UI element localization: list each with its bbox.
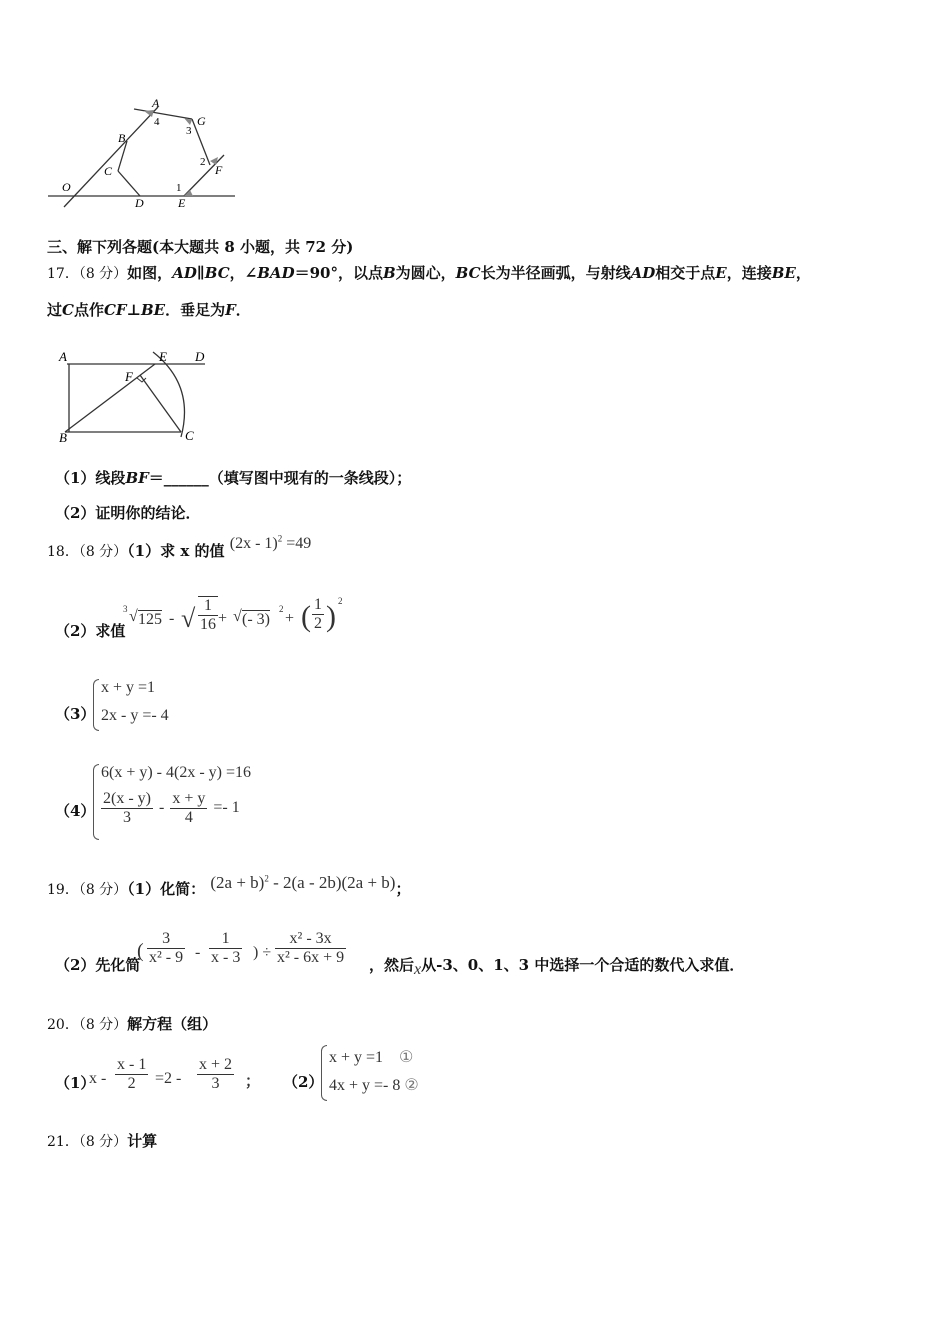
- fraction-1-16: $\frac{1}{16}$: [200, 597, 216, 633]
- system-brace: [93, 679, 99, 731]
- q19-part2-tail: ，然后x从-3、0、1、3 中选择一个合适的数代入求值．: [369, 956, 745, 978]
- q17-line2: 过C点作CF⊥BE．垂足为F．: [47, 301, 251, 319]
- label-C: C: [185, 428, 194, 443]
- label-B: B: [118, 131, 126, 145]
- q19-number: 19．（8 分）: [47, 882, 128, 898]
- geometry-figure-angles: [40, 95, 250, 215]
- label-2: 2: [200, 156, 206, 168]
- q17-part2: （2）证明你的结论．: [55, 504, 201, 522]
- label-B: B: [59, 430, 67, 445]
- q18-part3: （3） x + y =1 2x - y =- 4: [55, 675, 95, 735]
- q18-part4: （4） 6(x + y) - 4(2x - y) =16 $\frac{2(x - y)}{3}$ - $\frac{x + y}{4}$ =- 1: [55, 760, 95, 840]
- q18-part4-eq2: $\frac{2(x - y)}{3}$ - $\frac{x + y}{4}$ =- 1: [103, 790, 240, 826]
- q18-number: 18．（8 分）: [47, 544, 128, 560]
- segment-c-d: [118, 171, 140, 196]
- q17-part1: （1）线段BF＝______（填写图中现有的一条线段）；: [55, 469, 412, 487]
- ray-o-a: [64, 107, 158, 207]
- label-G: G: [197, 114, 206, 128]
- q18-expression: (2x - 1)$^2$ =49: [229, 533, 312, 552]
- label-O: O: [62, 180, 71, 194]
- label-E: E: [159, 349, 167, 364]
- system-brace: [321, 1045, 327, 1101]
- geometry-figure-rectangle-arc: [55, 345, 215, 450]
- q21-line1: 21．（8 分）计算: [47, 1132, 158, 1150]
- q19-line1: 19．（8 分）（1）化简： $(2a + b)^2 - 2(a - 2b)(2a + b)$；: [47, 873, 411, 898]
- q20-part2: （2） x + y =1 ① 4x + y =- 8 ②: [283, 1043, 323, 1103]
- q17-line1: 17．（8 分）如图，AD∥BC，∠BAD＝90°，以点B为圆心，BC长为半径画弧，与射线AD相交于点E，连接BE，: [47, 264, 811, 282]
- label-E: E: [178, 196, 186, 210]
- arc-c-e: [153, 352, 185, 437]
- label-A: A: [152, 96, 160, 110]
- fraction-1-2: $\frac{1}{2}$: [314, 596, 322, 632]
- q18-line1: 18．（8 分）（1）求 x 的值 (2x - 1)$^2$ =49: [47, 533, 312, 560]
- label-C: C: [104, 164, 113, 178]
- line-b-e: [65, 364, 155, 432]
- q19-part2: （2）先化简 ( $\frac{3}{\text{x² - 9}}$ - $\frac{1}{x - 3}$ ) ÷ $\frac{\text{x² - 3x}}{\text{x² - 6x + 9}}$ ，然后x从-3、0、1、3 中选择一个合适的数代入求值．: [55, 930, 745, 978]
- section-title: 三、解下列各题(本大题共 8 小题，共 72 分): [47, 238, 354, 256]
- q20-part1: （1） x - $\frac{x - 1}{2}$ =2 - $\frac{x + 2}{3}$ ；: [55, 1056, 261, 1092]
- label-1: 1: [176, 182, 182, 194]
- q19-expression: $(2a + b)^2 - 2(a - 2b)(2a + b)$: [210, 873, 396, 892]
- label-D: D: [195, 349, 205, 364]
- q18-part2: （2）求值 3 √ 125 - √ $\frac{1}{16}$ + √ (- 3) 2 + ( $\frac{1}{2}$ ) 2: [55, 596, 343, 640]
- q17-number: 17．（8 分）: [47, 266, 128, 282]
- line-c-f: [140, 375, 181, 432]
- label-D: D: [135, 196, 144, 210]
- label-F: F: [215, 163, 223, 177]
- label-3: 3: [186, 125, 192, 137]
- q20-eq2: 4x + y =- 8 ②: [329, 1077, 419, 1094]
- q20-number: 20．（8 分）: [47, 1017, 128, 1033]
- segment-a-g: [134, 109, 192, 119]
- q21-number: 21．（8 分）: [47, 1134, 128, 1150]
- q20-eq1: x + y =1 ①: [329, 1049, 414, 1066]
- label-4: 4: [154, 116, 160, 128]
- label-A: A: [59, 349, 67, 364]
- label-F: F: [125, 369, 133, 384]
- q20-line1: 20．（8 分）解方程（组）: [47, 1015, 218, 1033]
